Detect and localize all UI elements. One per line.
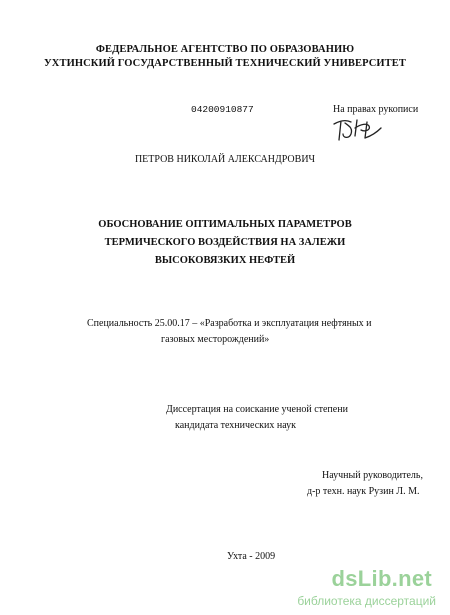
specialty-line: газовых месторождений» xyxy=(161,334,270,345)
specialty-line: Специальность 25.00.17 – «Разработка и эксплуатация нефтяных и xyxy=(87,318,372,329)
dissertation-title xyxy=(0,216,450,270)
city-year: Ухта - 2009 xyxy=(227,551,276,562)
university-line: УХТИНСКИЙ ГОСУДАРСТВЕННЫЙ ТЕХНИЧЕСКИЙ УНИВЕРСИТЕТ xyxy=(43,58,406,69)
document-number: 04200910877 xyxy=(191,104,254,115)
author-name: ПЕТРОВ НИКОЛАЙ АЛЕКСАНДРОВИЧ xyxy=(134,154,316,165)
title-line: ТЕРМИЧЕСКОГО ВОЗДЕЙСТВИЯ НА ЗАЛЕЖИ xyxy=(104,237,346,248)
supervisor-line: Научный руководитель, xyxy=(322,470,423,481)
watermark-logo: dsLib.net xyxy=(331,566,432,591)
title-line: ОБОСНОВАНИЕ ОПТИМАЛЬНЫХ ПАРАМЕТРОВ xyxy=(98,219,352,230)
degree-line: кандидата технических наук xyxy=(175,420,297,431)
agency-line: ФЕДЕРАЛЬНОЕ АГЕНТСТВО ПО ОБРАЗОВАНИЮ xyxy=(95,44,355,55)
title-line: ВЫСОКОВЯЗКИХ НЕФТЕЙ xyxy=(154,255,296,266)
manuscript-rights-label: На правах рукописи xyxy=(333,104,419,115)
watermark-caption: библиотека диссертаций xyxy=(297,594,436,608)
degree-line: Диссертация на соискание ученой степени xyxy=(166,404,348,415)
signature-icon xyxy=(331,114,383,142)
supervisor-line: д-р техн. наук Рузин Л. М. xyxy=(307,486,420,497)
